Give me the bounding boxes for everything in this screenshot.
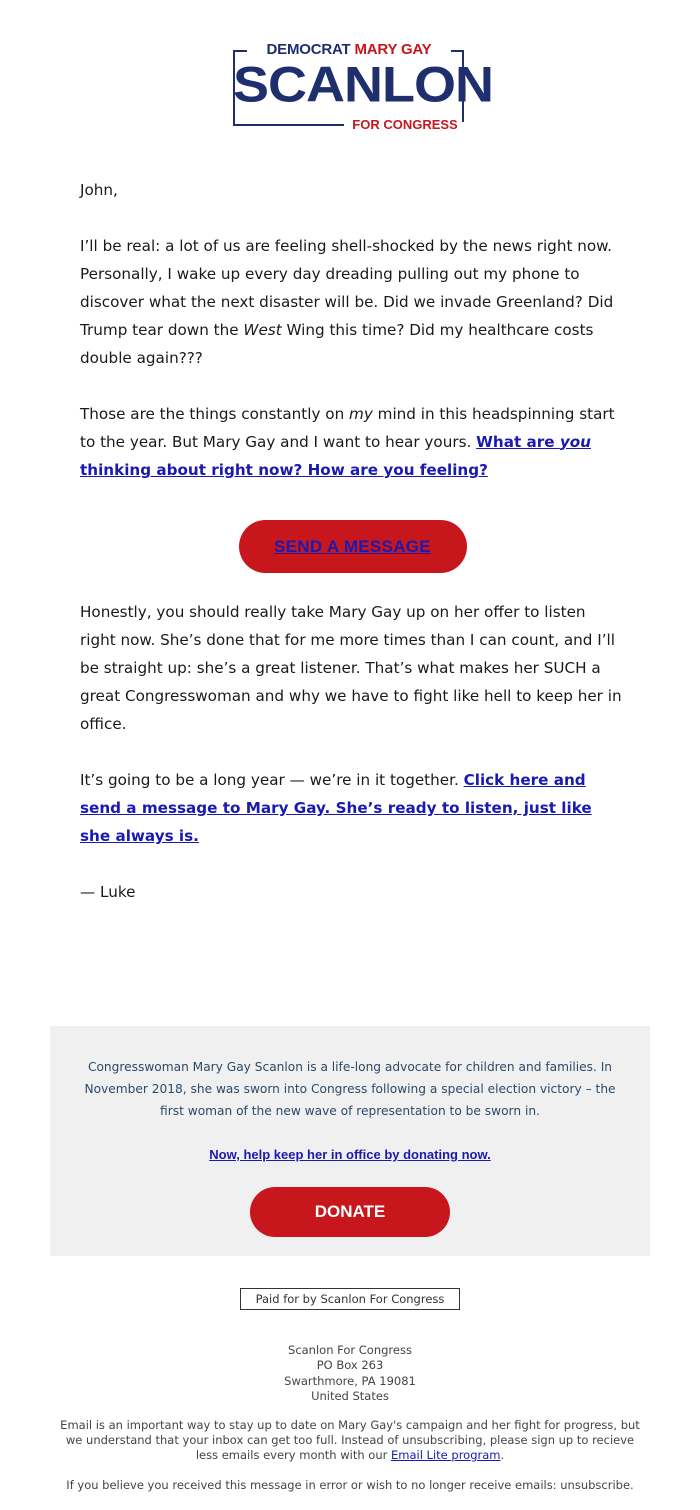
address-line-2: PO Box 263 [316, 1358, 384, 1373]
send-message-link[interactable]: Click here and send a message to Mary Gay. She’s ready to listen, just like she always is. [80, 771, 592, 845]
signoff: — Luke [80, 883, 136, 901]
paragraph-2-mid: mind in this headspinning start to the year. But Mary Gay and I want to hear yours. [80, 405, 615, 451]
share-feelings-link-emphasis: you [559, 433, 591, 451]
paragraph-2-start: Those are the things constantly on [80, 405, 350, 423]
unsubscribe-note[interactable]: If you believe you received this message in error or wish to no longer receive emails: unsubscribe. [66, 1478, 634, 1492]
paid-for-disclaimer: Paid for by Scanlon For Congress [240, 1288, 460, 1310]
paragraph-1-emphasis: West [243, 321, 282, 339]
paragraph-3: Honestly, you should really take Mary Gay up on her offer to listen right now. She’s done that for me more times than I can count, and I’ll be straight up: she’s a great listener. That’s what makes her SUCH a great Congresswoman and why we have to fight like hell to keep her in office. [80, 603, 622, 733]
address-line-4: United States [311, 1388, 389, 1403]
email-lite-note [60, 1418, 640, 1463]
campaign-logo [233, 41, 493, 132]
paragraph-2-emphasis: my [349, 405, 373, 423]
cta-container [80, 520, 625, 574]
email-lite-note-end: . [500, 1448, 505, 1462]
paragraph-1-text: I’ll be real: a lot of us are feeling shell-shocked by the news right now. Personally, I wake up every day dreading pulling out my phone to discover what the next disaster will be. Did we invade Greenland? Did Trump tear down the [80, 237, 614, 339]
paragraph-1-end: Wing this time? Did my healthcare costs double again??? [80, 321, 594, 367]
donate-link-row [50, 1146, 650, 1164]
logo-surname: SCANLON [233, 57, 493, 113]
mailing-address [0, 1343, 700, 1404]
logo-office: FOR CONGRESS [352, 117, 458, 132]
bio-panel [50, 1026, 650, 1256]
email-lite-link[interactable]: Email Lite program [391, 1448, 501, 1462]
address-line-3: Swarthmore, PA 19081 [284, 1373, 416, 1388]
paragraph-4-start: It’s going to be a long year — we’re in it together. [80, 771, 464, 789]
send-message-button[interactable]: SEND A MESSAGE [239, 520, 467, 573]
email-lite-note-text: Email is an important way to stay up to date on Mary Gay's campaign and her fight for progress, but we understand that your inbox can get too full. Instead of unsubscribing, please sign up to recieve less emails every month with our [60, 1418, 640, 1462]
donate-now-link[interactable]: Now, help keep her in office by donating now. [209, 1147, 491, 1162]
paragraph-4 [80, 766, 625, 850]
share-feelings-link-end: thinking about right now? How are you feeling? [80, 461, 488, 479]
greeting: John, [80, 181, 118, 199]
bio-text: Congresswoman Mary Gay Scanlon is a life-long advocate for children and families. In November 2018, she was sworn into Congress following a special election victory – the first woman of the new wave of representation to be sworn in. [84, 1060, 616, 1118]
logo-first-name: MARY GAY [354, 41, 432, 58]
share-feelings-link-start: What are [476, 433, 560, 451]
donate-button[interactable]: DONATE [250, 1187, 450, 1237]
logo-tagline [233, 42, 465, 58]
address-line-1: Scanlon For Congress [288, 1343, 412, 1357]
logo-party: DEMOCRAT [266, 41, 351, 58]
paragraph-1 [80, 232, 625, 372]
paragraph-2 [80, 400, 625, 484]
letter-body [80, 176, 625, 934]
